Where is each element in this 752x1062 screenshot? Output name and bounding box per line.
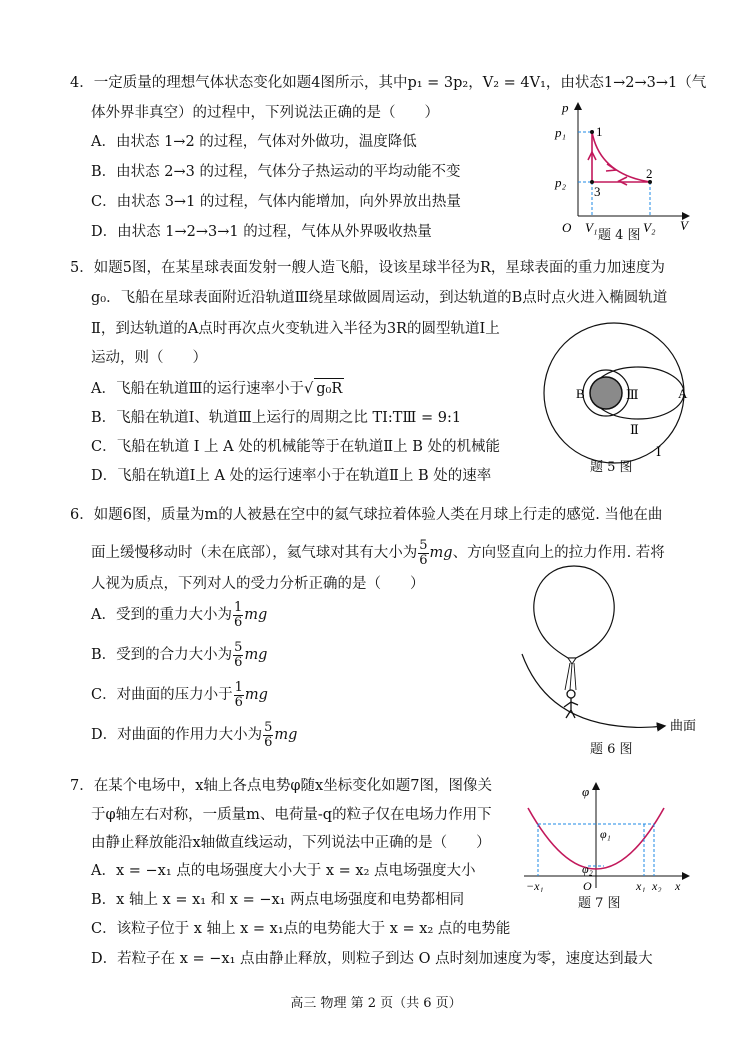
q4-option-a: A．由状态 1→2 的过程，气体对外做功，温度降低 xyxy=(91,134,417,150)
q7-stem-line1: 7．在某个电场中，x轴上各点电势φ随x坐标变化如题7图，图像关 xyxy=(70,778,492,794)
q4-option-c: C．由状态 3→1 的过程，气体内能增加，向外界放出热量 xyxy=(91,194,461,210)
q5-option-c: C．飞船在轨道 Ⅰ 上 A 处的机械能等于在轨道Ⅱ上 B 处的机械能 xyxy=(91,439,500,455)
q7-label-x1: x₁ xyxy=(636,879,646,892)
q6-label-surface: 曲面 xyxy=(670,718,697,733)
q5-option-a-text: A．飞船在轨道Ⅲ的运行速率小于 xyxy=(91,381,304,397)
q5-option-b: B．飞船在轨道Ⅰ、轨道Ⅲ上运行的周期之比 TⅠ:TⅢ = 9:1 xyxy=(91,410,462,426)
q5-option-a: A．飞船在轨道Ⅲ的运行速率小于√ g₀R xyxy=(91,378,344,399)
q7-label-origin: O xyxy=(583,879,592,892)
q7-potential-graph xyxy=(520,780,700,892)
q6-option-c-fraction: $\frac{1}{6}$ xyxy=(234,679,243,710)
q4-stem-line2: 体外界非真空）的过程中，下列说法正确的是（ ） xyxy=(91,105,439,121)
q6-option-b: B．受到的合力大小为 $\frac{5}{6}$ mg xyxy=(91,639,268,670)
q5-option-d: D．飞船在轨道Ⅰ上 A 处的运行速率小于在轨道Ⅱ上 B 处的速率 xyxy=(91,468,492,484)
q6-option-d-fraction: $\frac{5}{6}$ xyxy=(264,719,273,750)
q4-label-v1: V₁ xyxy=(585,220,598,235)
q4-state-3: 3 xyxy=(594,184,601,199)
q6-option-a: A．受到的重力大小为 $\frac{1}{6}$ mg xyxy=(91,599,268,630)
q6-option-b-fraction: $\frac{5}{6}$ xyxy=(234,639,243,670)
q5-label-i: Ⅰ xyxy=(656,444,662,459)
q4-label-v2: V₂ xyxy=(643,220,656,235)
q7-label-x: x xyxy=(675,879,681,892)
q5-stem-line2: g₀．飞船在星球表面附近沿轨道Ⅲ绕星球做圆周运动，到达轨道的B点时点火进入椭圆轨道 xyxy=(91,290,668,306)
q6-balloon-diagram xyxy=(514,560,714,740)
q5-label-a: A xyxy=(678,386,688,401)
q7-fig-caption: 题 7 图 xyxy=(578,896,621,911)
q6-stem-line2: 面上缓慢移动时（未在底部），氦气球对其有大小为 $\frac{5}{6}$ mg、方向竖直向上的拉力作用. 若将 xyxy=(91,537,665,568)
q4-stem-line1: 4．一定质量的理想气体状态变化如题4图所示，其中p₁ = 3p₂，V₂ = 4V₁，由状态1→2→3→1（气 xyxy=(70,75,707,91)
q7-label-x2: x₂ xyxy=(652,879,662,892)
q7-label-neg-x1: −x₁ xyxy=(526,879,544,892)
q6-stem-line2-post: 、方向竖直向上的拉力作用. 若将 xyxy=(452,545,665,561)
q6-stem-fraction: $\frac{5}{6}$ xyxy=(419,537,428,568)
q5-label-iii: Ⅲ xyxy=(626,387,639,402)
q5-planet xyxy=(590,377,622,409)
q7-label-phi: φ xyxy=(582,784,590,799)
q7-option-d: D．若粒子在 x = −x₁ 点由静止释放，则粒子到达 O 点时刻加速度为零，速度达到最大 xyxy=(91,951,653,967)
page-footer: 高三 物理 第 2 页（共 6 页） xyxy=(290,996,462,1011)
q6-fig-caption: 题 6 图 xyxy=(590,742,633,757)
q7-label-phi2: φ₂ xyxy=(582,862,593,876)
q6-option-d: D．对曲面的作用力大小为 $\frac{5}{6}$ mg xyxy=(91,719,298,750)
q5-fig-caption: 题 5 图 xyxy=(590,460,633,475)
q4-label-p: p xyxy=(562,100,569,115)
q7-label-phi1: φ₁ xyxy=(600,827,611,841)
person xyxy=(564,690,578,718)
q6-option-c: C．对曲面的压力小于 $\frac{1}{6}$ mg xyxy=(91,679,268,710)
q4-process-1-2 xyxy=(592,132,650,182)
q6-option-a-fraction: $\frac{1}{6}$ xyxy=(233,599,243,630)
q4-option-b: B．由状态 2→3 的过程，气体分子热运动的平均动能不变 xyxy=(91,164,461,180)
q5-stem-line1: 5．如题5图，在某星球表面发射一艘人造飞船，设该星球半径为R，星球表面的重力加速度为 xyxy=(70,260,665,276)
q4-label-p1: p₁ xyxy=(555,125,567,140)
q7-stem-line2: 于φ轴左右对称，一质量m、电荷量-q的粒子仅在电场力作用下 xyxy=(91,807,492,823)
balloon xyxy=(534,566,614,658)
q5-stem-line3: Ⅱ，到达轨道的A点时再次点火变轨进入半径为3R的圆型轨道Ⅰ上 xyxy=(91,321,500,337)
curved-surface xyxy=(522,654,664,728)
q4-fig-caption: 题 4 图 xyxy=(598,228,641,243)
q4-label-v: V xyxy=(680,218,688,233)
q7-option-a: A．x = −x₁ 点的电场强度大小大于 x = x₂ 点电场强度大小 xyxy=(91,863,476,879)
q5-option-a-sqrt: g₀R xyxy=(314,378,344,399)
q4-state-2: 2 xyxy=(646,166,653,181)
q5-orbit-diagram xyxy=(528,322,700,464)
q4-label-origin: O xyxy=(562,220,572,235)
q4-option-d: D．由状态 1→2→3→1 的过程，气体从外界吸收热量 xyxy=(91,224,432,240)
q5-label-ii: Ⅱ xyxy=(630,422,639,437)
q5-label-b: B xyxy=(576,386,585,401)
q6-stem-line3: 人视为质点，下列对人的受力分析正确的是（ ） xyxy=(91,576,425,592)
q7-option-b: B．x 轴上 x = x₁ 和 x = −x₁ 两点电场强度和电势都相同 xyxy=(91,892,465,908)
q4-state-1: 1 xyxy=(596,124,603,139)
q5-stem-line4: 运动，则（ ） xyxy=(91,350,207,366)
q7-stem-line3: 由静止释放能沿x轴做直线运动，下列说法中正确的是（ ） xyxy=(91,835,491,851)
q4-label-p2: p₂ xyxy=(555,175,567,190)
q7-option-c: C．该粒子位于 x 轴上 x = x₁点的电势能大于 x = x₂ 点的电势能 xyxy=(91,921,511,937)
q6-stem-line2-pre: 面上缓慢移动时（未在底部），氦气球对其有大小为 xyxy=(91,545,418,561)
q6-stem-line1: 6．如题6图，质量为m的人被悬在空中的氦气球拉着体验人类在月球上行走的感觉. 当他在曲 xyxy=(70,507,663,523)
